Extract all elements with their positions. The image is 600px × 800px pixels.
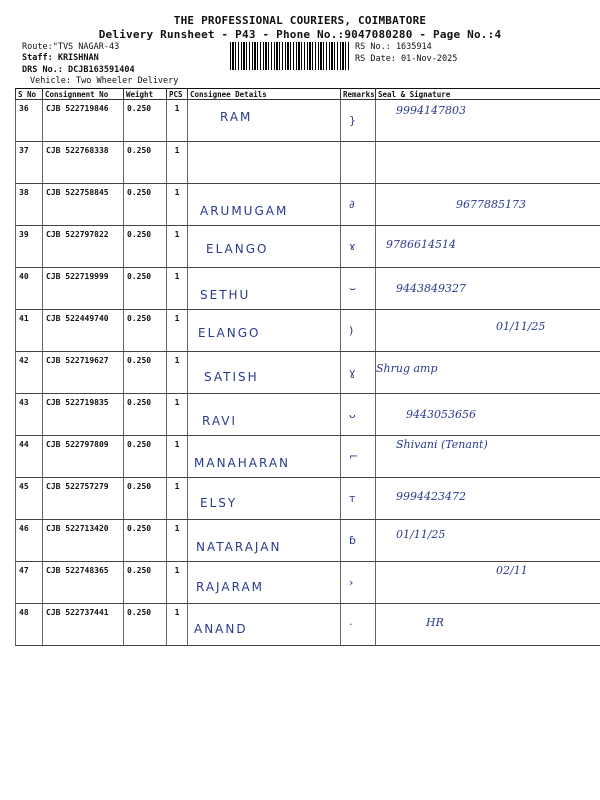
cell-weight-text: 0.250 (127, 230, 152, 239)
cell-sno-text: 42 (19, 356, 29, 365)
cell-remarks (341, 436, 376, 478)
cell-pcs (167, 226, 188, 268)
cell-weight-text: 0.250 (127, 314, 152, 323)
cell-signature (376, 394, 600, 436)
drs-number: DRS No.: DCJB163591404 (22, 65, 135, 75)
cell-weight-text: 0.250 (127, 272, 152, 281)
col-sno: S No (16, 89, 43, 100)
remark-mark: ∂ (349, 198, 355, 211)
route-label: Route:"TVS NAGAR-43 (22, 42, 120, 52)
cell-remarks (341, 268, 376, 310)
signature-text: 9443053656 (406, 408, 476, 421)
cell-sno (16, 520, 43, 562)
cell-consignee (188, 394, 341, 436)
cell-signature (376, 604, 600, 646)
cell-consignee (188, 352, 341, 394)
cell-remarks (341, 394, 376, 436)
cell-remarks (341, 100, 376, 142)
cell-consignment-text: CJB 522748365 (46, 566, 109, 575)
cell-sno-text: 39 (19, 230, 29, 239)
col-weight: Weight (124, 89, 167, 100)
company-title: THE PROFESSIONAL COURIERS, COIMBATORE (173, 14, 427, 27)
cell-consignee (188, 562, 341, 604)
cell-consignment-text: CJB 522768338 (46, 146, 109, 155)
cell-consignment-text: CJB 522719835 (46, 398, 109, 407)
cell-consignment-text: CJB 522758845 (46, 188, 109, 197)
cell-remarks (341, 562, 376, 604)
staff-label: Staff: KRISHNAN (22, 53, 99, 63)
cell-consignment (43, 142, 124, 184)
cell-consignment (43, 268, 124, 310)
cell-weight-text: 0.250 (127, 608, 152, 617)
cell-sno (16, 436, 43, 478)
signature-text: 9994147803 (396, 104, 466, 117)
cell-weight-text: 0.250 (127, 524, 152, 533)
cell-consignee (188, 478, 341, 520)
cell-pcs-text: 1 (174, 608, 180, 617)
cell-sno-text: 36 (19, 104, 29, 113)
consignee-name: ELSY (200, 496, 238, 510)
cell-consignee (188, 436, 341, 478)
cell-pcs-text: 1 (174, 272, 180, 281)
consignee-name: RAJARAM (196, 580, 265, 594)
cell-sno (16, 562, 43, 604)
cell-sno (16, 352, 43, 394)
cell-consignment (43, 478, 124, 520)
signature-text: 9994423472 (396, 490, 466, 503)
col-pcs: PCS (167, 89, 188, 100)
cell-consignment (43, 562, 124, 604)
cell-signature (376, 352, 600, 394)
cell-signature (376, 562, 600, 604)
cell-pcs (167, 268, 188, 310)
cell-signature (376, 184, 600, 226)
cell-consignment-text: CJB 522449740 (46, 314, 109, 323)
cell-weight (124, 394, 167, 436)
remark-mark: } (349, 114, 356, 127)
cell-sno-text: 45 (19, 482, 29, 491)
cell-weight (124, 226, 167, 268)
cell-weight-text: 0.250 (127, 482, 152, 491)
cell-consignment (43, 520, 124, 562)
runsheet-subtitle: Delivery Runsheet - P43 - Phone No.:9047080280 - Page No.:4 (98, 28, 502, 41)
cell-sno (16, 142, 43, 184)
table-row (16, 142, 600, 184)
cell-weight (124, 604, 167, 646)
consignee-name: RAVI (202, 414, 238, 428)
consignee-name: NATARAJAN (196, 540, 282, 554)
cell-consignment-text: CJB 522757279 (46, 482, 109, 491)
cell-pcs (167, 352, 188, 394)
consignee-name: RAM (220, 110, 253, 124)
cell-sno (16, 394, 43, 436)
table-row (16, 184, 600, 226)
cell-consignee (188, 184, 341, 226)
cell-pcs-text: 1 (174, 524, 180, 533)
cell-remarks (341, 184, 376, 226)
cell-remarks (341, 478, 376, 520)
cell-sno-text: 43 (19, 398, 29, 407)
cell-sno-text: 44 (19, 440, 29, 449)
cell-pcs (167, 100, 188, 142)
cell-weight-text: 0.250 (127, 104, 152, 113)
signature-text: Shivani (Tenant) (396, 438, 488, 451)
cell-pcs-text: 1 (174, 314, 180, 323)
remark-mark: ɓ (349, 534, 356, 547)
cell-sno (16, 100, 43, 142)
signature-text: 02/11 (496, 564, 528, 577)
cell-consignment-text: CJB 522719627 (46, 356, 109, 365)
col-consignment: Consignment No (43, 89, 124, 100)
cell-sno-text: 46 (19, 524, 29, 533)
cell-weight-text: 0.250 (127, 356, 152, 365)
cell-weight (124, 478, 167, 520)
cell-consignee (188, 100, 341, 142)
remark-mark: ⌐ (349, 450, 359, 463)
cell-remarks (341, 520, 376, 562)
cell-remarks (341, 142, 376, 184)
cell-weight (124, 268, 167, 310)
cell-pcs-text: 1 (174, 440, 180, 449)
cell-remarks (341, 604, 376, 646)
consignee-name: ANAND (194, 622, 248, 636)
cell-sno-text: 48 (19, 608, 29, 617)
cell-sno-text: 47 (19, 566, 29, 575)
cell-sno (16, 604, 43, 646)
cell-consignment (43, 184, 124, 226)
cell-consignee (188, 226, 341, 268)
cell-consignee (188, 310, 341, 352)
vehicle-label: Vehicle: Two Wheeler Delivery (30, 76, 179, 86)
remark-mark: ɣ (349, 366, 356, 379)
signature-text: 01/11/25 (396, 528, 446, 541)
table-row (16, 604, 600, 646)
cell-signature (376, 310, 600, 352)
signature-text: 01/11/25 (496, 320, 546, 333)
cell-pcs (167, 478, 188, 520)
cell-consignee (188, 142, 341, 184)
cell-pcs (167, 310, 188, 352)
table-header (16, 89, 600, 100)
cell-weight (124, 100, 167, 142)
signature-text: HR (426, 616, 444, 629)
table-row (16, 310, 600, 352)
table-row (16, 352, 600, 394)
cell-consignee (188, 520, 341, 562)
cell-consignment-text: CJB 522719999 (46, 272, 109, 281)
cell-sno (16, 310, 43, 352)
cell-weight-text: 0.250 (127, 398, 152, 407)
cell-weight-text: 0.250 (127, 566, 152, 575)
cell-pcs (167, 184, 188, 226)
runsheet-table (15, 88, 600, 646)
cell-signature (376, 142, 600, 184)
cell-consignment (43, 604, 124, 646)
cell-remarks (341, 310, 376, 352)
cell-signature (376, 226, 600, 268)
cell-pcs-text: 1 (174, 188, 180, 197)
consignee-name: ELANGO (206, 242, 269, 256)
cell-pcs-text: 1 (174, 146, 180, 155)
cell-signature (376, 100, 600, 142)
cell-remarks (341, 352, 376, 394)
cell-weight (124, 310, 167, 352)
cell-pcs (167, 520, 188, 562)
cell-weight (124, 184, 167, 226)
cell-signature (376, 520, 600, 562)
cell-weight (124, 436, 167, 478)
cell-consignment (43, 436, 124, 478)
barcode (230, 42, 350, 70)
table-row (16, 520, 600, 562)
cell-weight (124, 142, 167, 184)
table-row (16, 100, 600, 142)
remark-mark: ᴛ (349, 492, 356, 505)
cell-weight (124, 520, 167, 562)
consignee-name: ELANGO (198, 326, 261, 340)
cell-sno-text: 37 (19, 146, 29, 155)
remark-mark: › (349, 576, 354, 589)
remark-mark: · (349, 618, 353, 631)
cell-consignee (188, 268, 341, 310)
table-row (16, 394, 600, 436)
cell-weight-text: 0.250 (127, 440, 152, 449)
cell-pcs-text: 1 (174, 230, 180, 239)
cell-pcs (167, 394, 188, 436)
cell-pcs-text: 1 (174, 482, 180, 491)
col-consignee: Consignee Details (188, 89, 341, 100)
signature-text: Shrug amp (376, 362, 438, 375)
consignee-name: MANAHARAN (194, 456, 291, 470)
table-row (16, 226, 600, 268)
cell-pcs-text: 1 (174, 356, 180, 365)
cell-pcs (167, 436, 188, 478)
cell-consignment (43, 226, 124, 268)
table-row (16, 268, 600, 310)
cell-pcs-text: 1 (174, 104, 180, 113)
cell-weight-text: 0.250 (127, 146, 152, 155)
cell-pcs (167, 562, 188, 604)
cell-signature (376, 436, 600, 478)
cell-pcs-text: 1 (174, 566, 180, 575)
cell-sno-text: 40 (19, 272, 29, 281)
cell-consignment-text: CJB 522797809 (46, 440, 109, 449)
consignee-name: SATISH (204, 370, 259, 384)
cell-consignment-text: CJB 522719846 (46, 104, 109, 113)
cell-consignee (188, 604, 341, 646)
cell-pcs-text: 1 (174, 398, 180, 407)
cell-weight-text: 0.250 (127, 188, 152, 197)
table-row (16, 436, 600, 478)
cell-consignment-text: CJB 522737441 (46, 608, 109, 617)
cell-consignment (43, 310, 124, 352)
cell-sno (16, 226, 43, 268)
remark-mark: ᴗ (349, 408, 356, 421)
cell-signature (376, 478, 600, 520)
table-row (16, 478, 600, 520)
rs-number: RS No.: 1635914 (355, 42, 432, 52)
col-signature: Seal & Signature (376, 89, 600, 100)
cell-sno-text: 38 (19, 188, 29, 197)
signature-text: 9443849327 (396, 282, 466, 295)
cell-weight (124, 562, 167, 604)
consignee-name: SETHU (200, 288, 251, 302)
remark-mark: ɤ (349, 240, 356, 253)
cell-consignment (43, 100, 124, 142)
remark-mark: ⌣ (349, 282, 357, 295)
cell-consignment-text: CJB 522797822 (46, 230, 109, 239)
cell-sno (16, 478, 43, 520)
signature-text: 9786614514 (386, 238, 456, 251)
consignee-name: ARUMUGAM (200, 204, 289, 218)
cell-sno (16, 268, 43, 310)
table-row (16, 562, 600, 604)
cell-remarks (341, 226, 376, 268)
cell-consignment (43, 352, 124, 394)
cell-pcs (167, 142, 188, 184)
rs-date: RS Date: 01-Nov-2025 (355, 54, 458, 64)
cell-signature (376, 268, 600, 310)
signature-text: 9677885173 (456, 198, 526, 211)
remark-mark: ) (349, 324, 354, 337)
cell-sno-text: 41 (19, 314, 29, 323)
cell-pcs (167, 604, 188, 646)
cell-consignment-text: CJB 522713420 (46, 524, 109, 533)
col-remarks: Remarks (341, 89, 376, 100)
cell-consignment (43, 394, 124, 436)
cell-sno (16, 184, 43, 226)
cell-weight (124, 352, 167, 394)
